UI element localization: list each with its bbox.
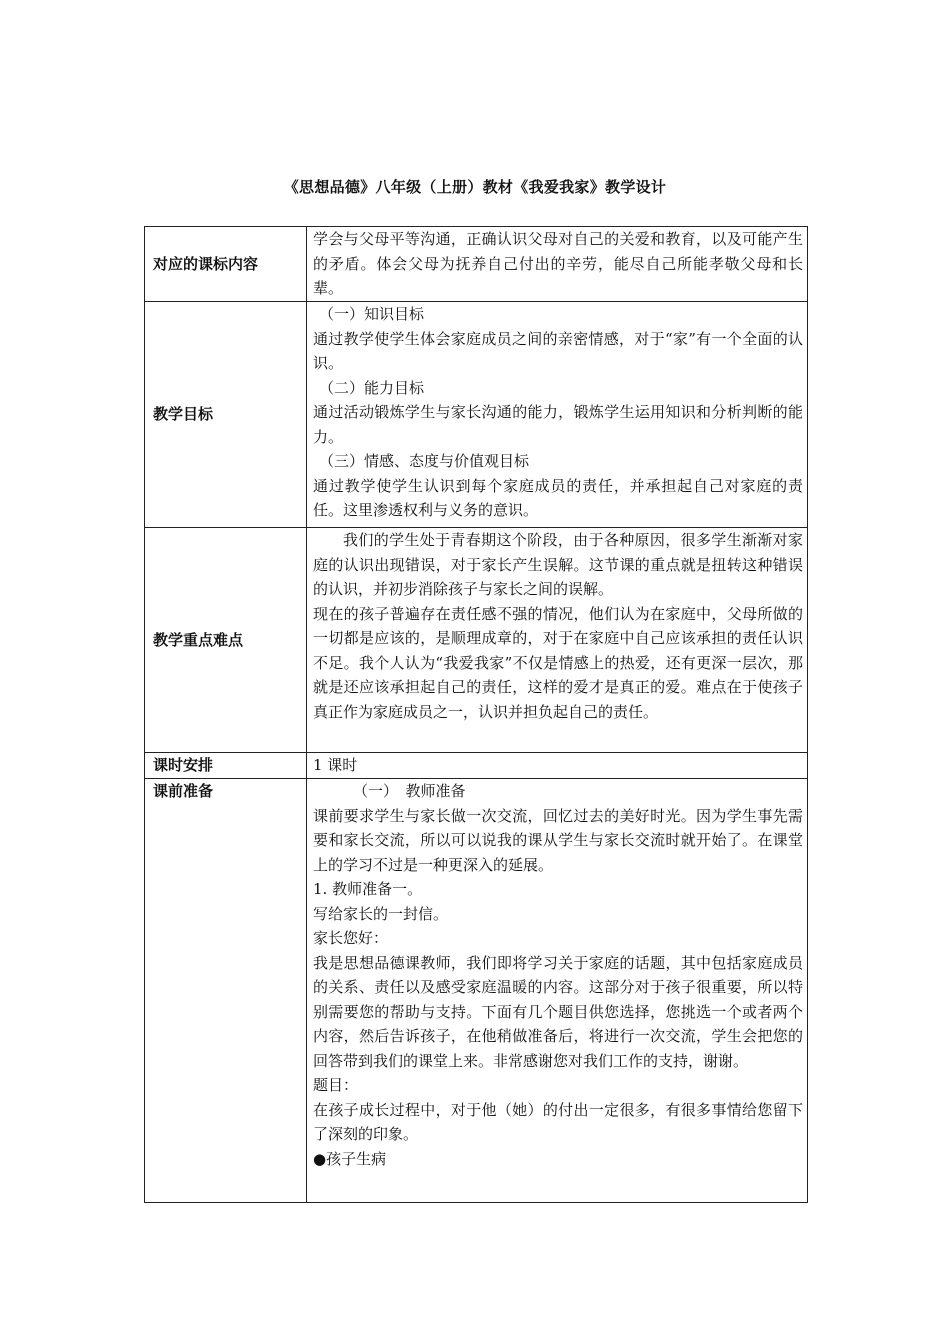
preparation-text-intro: 课前要求学生与家长做一次交流，回忆过去的美好时光。因为学生事先需要和家长交流，所以可以说我的课从学生与家长交流时就开始了。在课堂上的学习不过是一种更深入的延展。 bbox=[313, 806, 803, 874]
keypoints-text-difficulty: 现在的孩子普遍存在责任感不强的情况，他们认为在家庭中，父母所做的一切都是应该的，是顺理成章的，对于在家庭中自己应该承担的责任认识不足。我个人认为“我爱我家”不仅是情感上的热爱，还有更深一层次，那就是还应该承担起自己的责任，这样的爱才是真正的爱。难点在于使孩子真正作为家庭成员之一，认识并担负起自己的责任。 bbox=[313, 604, 803, 721]
objectives-text-ability: 通过活动锻炼学生与家长沟通的能力，锻炼学生运用知识和分析判断的能力。 bbox=[313, 403, 803, 446]
objectives-text-emotion: 通过教学使学生认识到每个家庭成员的责任，并承担起自己对家庭的责任。这里渗透权利与义务的意识。 bbox=[313, 476, 803, 519]
preparation-topic-bullet: ●孩子生病 bbox=[313, 1149, 387, 1168]
preparation-letter-greeting: 家长您好： bbox=[313, 929, 389, 947]
hours-label: 课时安排 bbox=[145, 753, 307, 779]
objectives-heading-ability: （二）能力目标 bbox=[319, 378, 425, 397]
table-row-keypoints bbox=[145, 528, 808, 753]
preparation-topics-heading: 题目： bbox=[313, 1076, 359, 1094]
document-title: 《思想品德》八年级（上册）教材《我爱我家》教学设计 bbox=[283, 178, 667, 196]
preparation-label: 课前准备 bbox=[145, 779, 307, 1203]
lesson-plan-table bbox=[144, 226, 808, 1203]
curriculum-label: 对应的课标内容 bbox=[145, 227, 307, 302]
table-row-preparation bbox=[145, 779, 808, 1203]
table-row-hours bbox=[145, 753, 808, 779]
preparation-item-1: 1. 教师准备一。 bbox=[313, 880, 423, 898]
preparation-topics-text: 在孩子成长过程中，对于他（她）的付出一定很多，有很多事情给您留下了深刻的印象。 bbox=[313, 1100, 803, 1143]
preparation-content bbox=[307, 779, 808, 1203]
table-row-curriculum bbox=[145, 227, 808, 302]
objectives-content bbox=[307, 302, 808, 528]
keypoints-text-focus: 我们的学生处于青春期这个阶段，由于各种原因，很多学生渐渐对家庭的认识出现错误，对于家长产生误解。这节课的重点就是扭转这种错误的认识，并初步消除孩子与家长之间的误解。 bbox=[313, 531, 803, 598]
objectives-text-knowledge: 通过教学使学生体会家庭成员之间的亲密情感，对于“家”有一个全面的认识。 bbox=[313, 329, 803, 372]
keypoints-content bbox=[307, 528, 808, 753]
hours-value: 1 课时 bbox=[307, 753, 808, 779]
objectives-heading-knowledge: （一）知识目标 bbox=[319, 305, 425, 323]
table-row-objectives bbox=[145, 302, 808, 528]
keypoints-label: 教学重点难点 bbox=[145, 528, 307, 753]
preparation-letter-body: 我是思想品德课教师，我们即将学习关于家庭的话题，其中包括家庭成员的关系、责任以及感受家庭温暖的内容。这部分对于孩子很重要，所以特别需要您的帮助与支持。下面有几个题目供您选择，您挑选一个或者两个内容，然后告诉孩子，在他稍做准备后，将进行一次交流，学生会把您的回答带到我们的课堂上来。非常感谢您对我们工作的支持，谢谢。 bbox=[313, 953, 803, 1070]
preparation-heading-teacher: （一） 教师准备 bbox=[353, 782, 466, 800]
preparation-letter-title: 写给家长的一封信。 bbox=[313, 904, 449, 923]
objectives-label: 教学目标 bbox=[145, 302, 307, 528]
curriculum-text: 学会与父母平等沟通，正确认识父母对自己的关爱和教育，以及可能产生的矛盾。体会父母为抚养自己付出的辛劳，能尽自己所能孝敬父母和长辈。 bbox=[313, 230, 803, 297]
curriculum-content bbox=[307, 227, 808, 302]
objectives-heading-emotion: （三）情感、态度与价值观目标 bbox=[319, 452, 530, 470]
